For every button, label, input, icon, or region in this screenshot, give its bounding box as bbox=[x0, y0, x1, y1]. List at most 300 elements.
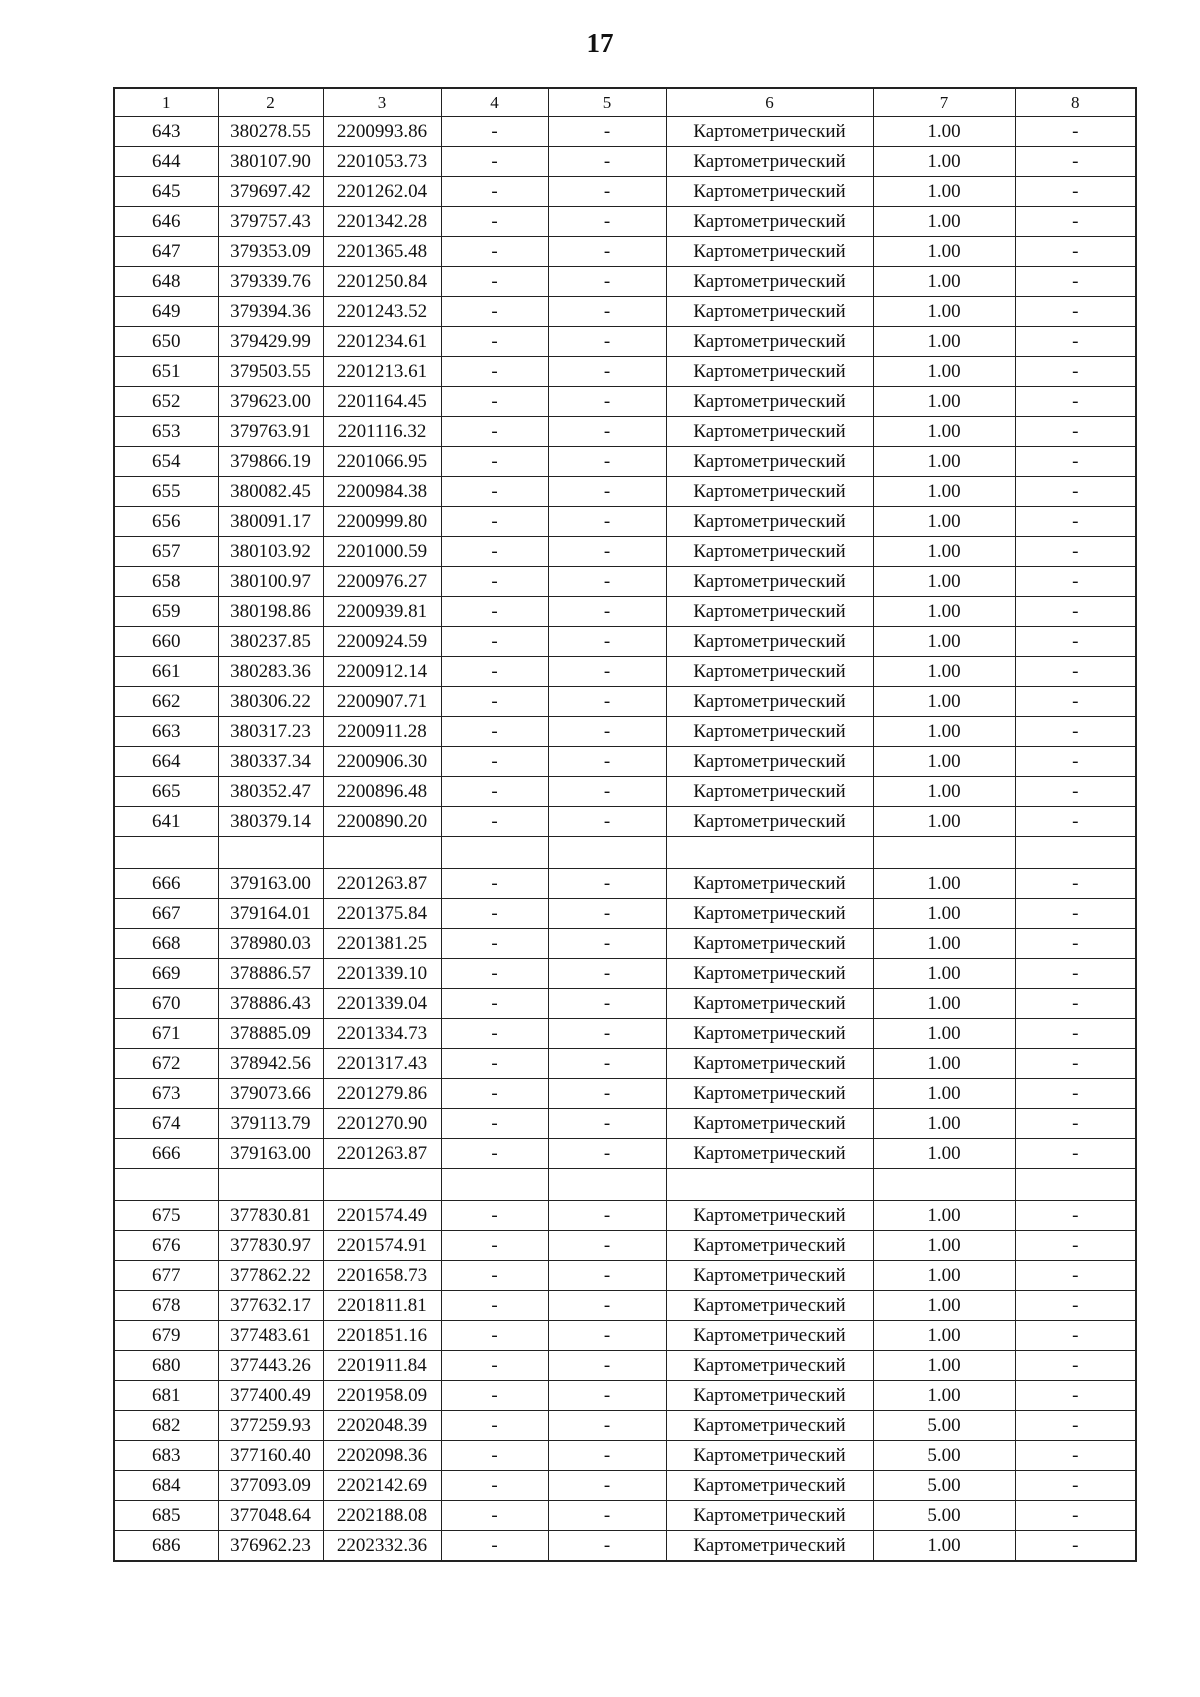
x-coordinate-cell: 377632.17 bbox=[218, 1291, 323, 1321]
y-coordinate-cell: 2201334.73 bbox=[323, 1019, 441, 1049]
column-5-cell: - bbox=[548, 177, 666, 207]
point-number-cell: 672 bbox=[114, 1049, 218, 1079]
point-number-cell: 675 bbox=[114, 1201, 218, 1231]
accuracy-cell: 1.00 bbox=[873, 537, 1015, 567]
column-4-cell: - bbox=[441, 1019, 548, 1049]
x-coordinate-cell: 379073.66 bbox=[218, 1079, 323, 1109]
column-5-cell: - bbox=[548, 1531, 666, 1561]
table-row bbox=[114, 717, 1136, 747]
column-4-cell: - bbox=[441, 1471, 548, 1501]
method-cell: Картометрический bbox=[666, 1441, 873, 1471]
column-4-cell: - bbox=[441, 869, 548, 899]
empty-cell bbox=[441, 837, 548, 869]
method-cell: Картометрический bbox=[666, 267, 873, 297]
table-row bbox=[114, 777, 1136, 807]
column-5-cell: - bbox=[548, 537, 666, 567]
point-number-cell: 684 bbox=[114, 1471, 218, 1501]
point-number-cell: 660 bbox=[114, 627, 218, 657]
method-cell: Картометрический bbox=[666, 1411, 873, 1441]
point-number-cell: 652 bbox=[114, 387, 218, 417]
column-4-cell: - bbox=[441, 1291, 548, 1321]
point-number-cell: 654 bbox=[114, 447, 218, 477]
point-number-cell: 677 bbox=[114, 1261, 218, 1291]
x-coordinate-cell: 379163.00 bbox=[218, 869, 323, 899]
table-row bbox=[114, 1139, 1136, 1169]
x-coordinate-cell: 377443.26 bbox=[218, 1351, 323, 1381]
method-cell: Картометрический bbox=[666, 717, 873, 747]
y-coordinate-cell: 2201250.84 bbox=[323, 267, 441, 297]
column-4-cell: - bbox=[441, 1411, 548, 1441]
column-8-cell: - bbox=[1015, 1351, 1136, 1381]
y-coordinate-cell: 2201270.90 bbox=[323, 1109, 441, 1139]
column-8-cell: - bbox=[1015, 747, 1136, 777]
y-coordinate-cell: 2200912.14 bbox=[323, 657, 441, 687]
column-5-cell: - bbox=[548, 1049, 666, 1079]
empty-cell bbox=[1015, 837, 1136, 869]
table-row bbox=[114, 117, 1136, 147]
method-cell: Картометрический bbox=[666, 597, 873, 627]
y-coordinate-cell: 2201000.59 bbox=[323, 537, 441, 567]
column-4-cell: - bbox=[441, 1079, 548, 1109]
y-coordinate-cell: 2201851.16 bbox=[323, 1321, 441, 1351]
point-number-cell: 662 bbox=[114, 687, 218, 717]
x-coordinate-cell: 380278.55 bbox=[218, 117, 323, 147]
y-coordinate-cell: 2200906.30 bbox=[323, 747, 441, 777]
table-row bbox=[114, 899, 1136, 929]
table-row bbox=[114, 1201, 1136, 1231]
column-8-cell: - bbox=[1015, 567, 1136, 597]
column-8-cell: - bbox=[1015, 237, 1136, 267]
method-cell: Картометрический bbox=[666, 537, 873, 567]
method-cell: Картометрический bbox=[666, 1381, 873, 1411]
accuracy-cell: 1.00 bbox=[873, 899, 1015, 929]
column-8-cell: - bbox=[1015, 1139, 1136, 1169]
column-5-cell: - bbox=[548, 1381, 666, 1411]
point-number-cell: 645 bbox=[114, 177, 218, 207]
column-5-cell: - bbox=[548, 267, 666, 297]
column-5-cell: - bbox=[548, 327, 666, 357]
point-number-cell: 673 bbox=[114, 1079, 218, 1109]
accuracy-cell: 1.00 bbox=[873, 777, 1015, 807]
column-4-cell: - bbox=[441, 1261, 548, 1291]
column-8-cell: - bbox=[1015, 297, 1136, 327]
accuracy-cell: 1.00 bbox=[873, 267, 1015, 297]
y-coordinate-cell: 2201263.87 bbox=[323, 869, 441, 899]
column-8-cell: - bbox=[1015, 1291, 1136, 1321]
accuracy-cell: 1.00 bbox=[873, 1019, 1015, 1049]
column-5-cell: - bbox=[548, 1261, 666, 1291]
accuracy-cell: 5.00 bbox=[873, 1501, 1015, 1531]
method-cell: Картометрический bbox=[666, 237, 873, 267]
y-coordinate-cell: 2201213.61 bbox=[323, 357, 441, 387]
column-8-cell: - bbox=[1015, 477, 1136, 507]
method-cell: Картометрический bbox=[666, 899, 873, 929]
x-coordinate-cell: 380317.23 bbox=[218, 717, 323, 747]
method-cell: Картометрический bbox=[666, 477, 873, 507]
accuracy-cell: 5.00 bbox=[873, 1471, 1015, 1501]
empty-cell bbox=[1015, 1169, 1136, 1201]
y-coordinate-cell: 2200896.48 bbox=[323, 777, 441, 807]
method-cell: Картометрический bbox=[666, 1201, 873, 1231]
method-cell: Картометрический bbox=[666, 417, 873, 447]
column-header: 8 bbox=[1015, 88, 1136, 117]
y-coordinate-cell: 2201234.61 bbox=[323, 327, 441, 357]
column-8-cell: - bbox=[1015, 507, 1136, 537]
x-coordinate-cell: 376962.23 bbox=[218, 1531, 323, 1561]
table-row bbox=[114, 507, 1136, 537]
header-row bbox=[114, 88, 1136, 117]
column-8-cell: - bbox=[1015, 207, 1136, 237]
column-4-cell: - bbox=[441, 147, 548, 177]
accuracy-cell: 1.00 bbox=[873, 959, 1015, 989]
separator-row bbox=[114, 1169, 1136, 1201]
y-coordinate-cell: 2201339.04 bbox=[323, 989, 441, 1019]
y-coordinate-cell: 2200976.27 bbox=[323, 567, 441, 597]
column-5-cell: - bbox=[548, 237, 666, 267]
table-row bbox=[114, 447, 1136, 477]
x-coordinate-cell: 379503.55 bbox=[218, 357, 323, 387]
accuracy-cell: 1.00 bbox=[873, 477, 1015, 507]
column-5-cell: - bbox=[548, 1291, 666, 1321]
point-number-cell: 683 bbox=[114, 1441, 218, 1471]
method-cell: Картометрический bbox=[666, 959, 873, 989]
column-8-cell: - bbox=[1015, 1261, 1136, 1291]
column-4-cell: - bbox=[441, 537, 548, 567]
x-coordinate-cell: 377483.61 bbox=[218, 1321, 323, 1351]
column-header: 6 bbox=[666, 88, 873, 117]
point-number-cell: 651 bbox=[114, 357, 218, 387]
method-cell: Картометрический bbox=[666, 747, 873, 777]
y-coordinate-cell: 2201381.25 bbox=[323, 929, 441, 959]
point-number-cell: 686 bbox=[114, 1531, 218, 1561]
column-8-cell: - bbox=[1015, 989, 1136, 1019]
method-cell: Картометрический bbox=[666, 1109, 873, 1139]
point-number-cell: 665 bbox=[114, 777, 218, 807]
column-5-cell: - bbox=[548, 1441, 666, 1471]
column-header: 5 bbox=[548, 88, 666, 117]
x-coordinate-cell: 379394.36 bbox=[218, 297, 323, 327]
point-number-cell: 666 bbox=[114, 869, 218, 899]
column-8-cell: - bbox=[1015, 1049, 1136, 1079]
method-cell: Картометрический bbox=[666, 687, 873, 717]
column-4-cell: - bbox=[441, 807, 548, 837]
y-coordinate-cell: 2202142.69 bbox=[323, 1471, 441, 1501]
column-4-cell: - bbox=[441, 207, 548, 237]
column-5-cell: - bbox=[548, 1139, 666, 1169]
method-cell: Картометрический bbox=[666, 929, 873, 959]
column-8-cell: - bbox=[1015, 327, 1136, 357]
table-row bbox=[114, 417, 1136, 447]
method-cell: Картометрический bbox=[666, 1321, 873, 1351]
column-5-cell: - bbox=[548, 1471, 666, 1501]
method-cell: Картометрический bbox=[666, 1139, 873, 1169]
table-row bbox=[114, 327, 1136, 357]
column-5-cell: - bbox=[548, 1231, 666, 1261]
column-5-cell: - bbox=[548, 1351, 666, 1381]
table-row bbox=[114, 1411, 1136, 1441]
y-coordinate-cell: 2200911.28 bbox=[323, 717, 441, 747]
point-number-cell: 650 bbox=[114, 327, 218, 357]
y-coordinate-cell: 2202098.36 bbox=[323, 1441, 441, 1471]
table-row bbox=[114, 1501, 1136, 1531]
y-coordinate-cell: 2201375.84 bbox=[323, 899, 441, 929]
method-cell: Картометрический bbox=[666, 989, 873, 1019]
table-row bbox=[114, 1441, 1136, 1471]
x-coordinate-cell: 380107.90 bbox=[218, 147, 323, 177]
table-row bbox=[114, 1261, 1136, 1291]
accuracy-cell: 1.00 bbox=[873, 117, 1015, 147]
accuracy-cell: 1.00 bbox=[873, 989, 1015, 1019]
accuracy-cell: 5.00 bbox=[873, 1441, 1015, 1471]
method-cell: Картометрический bbox=[666, 117, 873, 147]
table-row bbox=[114, 869, 1136, 899]
table-row bbox=[114, 147, 1136, 177]
accuracy-cell: 1.00 bbox=[873, 869, 1015, 899]
x-coordinate-cell: 378886.43 bbox=[218, 989, 323, 1019]
column-5-cell: - bbox=[548, 1019, 666, 1049]
accuracy-cell: 1.00 bbox=[873, 627, 1015, 657]
table-row bbox=[114, 807, 1136, 837]
column-8-cell: - bbox=[1015, 1531, 1136, 1561]
column-8-cell: - bbox=[1015, 687, 1136, 717]
column-8-cell: - bbox=[1015, 657, 1136, 687]
column-header: 3 bbox=[323, 88, 441, 117]
point-number-cell: 678 bbox=[114, 1291, 218, 1321]
point-number-cell: 670 bbox=[114, 989, 218, 1019]
x-coordinate-cell: 377160.40 bbox=[218, 1441, 323, 1471]
column-4-cell: - bbox=[441, 267, 548, 297]
table-row bbox=[114, 1109, 1136, 1139]
accuracy-cell: 1.00 bbox=[873, 147, 1015, 177]
separator-row bbox=[114, 837, 1136, 869]
table-row bbox=[114, 1291, 1136, 1321]
x-coordinate-cell: 377400.49 bbox=[218, 1381, 323, 1411]
column-5-cell: - bbox=[548, 747, 666, 777]
table-row bbox=[114, 747, 1136, 777]
column-8-cell: - bbox=[1015, 1501, 1136, 1531]
point-number-cell: 648 bbox=[114, 267, 218, 297]
column-header: 2 bbox=[218, 88, 323, 117]
column-8-cell: - bbox=[1015, 387, 1136, 417]
column-5-cell: - bbox=[548, 387, 666, 417]
accuracy-cell: 1.00 bbox=[873, 717, 1015, 747]
method-cell: Картометрический bbox=[666, 387, 873, 417]
column-8-cell: - bbox=[1015, 807, 1136, 837]
method-cell: Картометрический bbox=[666, 297, 873, 327]
method-cell: Картометрический bbox=[666, 627, 873, 657]
column-8-cell: - bbox=[1015, 537, 1136, 567]
x-coordinate-cell: 380103.92 bbox=[218, 537, 323, 567]
column-4-cell: - bbox=[441, 1441, 548, 1471]
column-4-cell: - bbox=[441, 1201, 548, 1231]
x-coordinate-cell: 380091.17 bbox=[218, 507, 323, 537]
column-8-cell: - bbox=[1015, 1109, 1136, 1139]
accuracy-cell: 1.00 bbox=[873, 1291, 1015, 1321]
method-cell: Картометрический bbox=[666, 777, 873, 807]
column-4-cell: - bbox=[441, 237, 548, 267]
table-row bbox=[114, 267, 1136, 297]
column-4-cell: - bbox=[441, 327, 548, 357]
accuracy-cell: 1.00 bbox=[873, 657, 1015, 687]
column-8-cell: - bbox=[1015, 1079, 1136, 1109]
x-coordinate-cell: 378980.03 bbox=[218, 929, 323, 959]
point-number-cell: 658 bbox=[114, 567, 218, 597]
x-coordinate-cell: 380100.97 bbox=[218, 567, 323, 597]
method-cell: Картометрический bbox=[666, 1079, 873, 1109]
empty-cell bbox=[218, 837, 323, 869]
column-4-cell: - bbox=[441, 1109, 548, 1139]
column-8-cell: - bbox=[1015, 899, 1136, 929]
column-5-cell: - bbox=[548, 297, 666, 327]
column-5-cell: - bbox=[548, 417, 666, 447]
column-4-cell: - bbox=[441, 1531, 548, 1561]
table-row bbox=[114, 387, 1136, 417]
empty-cell bbox=[873, 837, 1015, 869]
point-number-cell: 668 bbox=[114, 929, 218, 959]
column-8-cell: - bbox=[1015, 1471, 1136, 1501]
column-header: 4 bbox=[441, 88, 548, 117]
table-row bbox=[114, 207, 1136, 237]
column-4-cell: - bbox=[441, 627, 548, 657]
point-number-cell: 685 bbox=[114, 1501, 218, 1531]
column-8-cell: - bbox=[1015, 117, 1136, 147]
table-row bbox=[114, 567, 1136, 597]
y-coordinate-cell: 2200993.86 bbox=[323, 117, 441, 147]
column-4-cell: - bbox=[441, 507, 548, 537]
method-cell: Картометрический bbox=[666, 357, 873, 387]
x-coordinate-cell: 378942.56 bbox=[218, 1049, 323, 1079]
table-row bbox=[114, 237, 1136, 267]
column-5-cell: - bbox=[548, 929, 666, 959]
column-5-cell: - bbox=[548, 567, 666, 597]
column-8-cell: - bbox=[1015, 267, 1136, 297]
table-row bbox=[114, 1231, 1136, 1261]
empty-cell bbox=[114, 1169, 218, 1201]
accuracy-cell: 1.00 bbox=[873, 1531, 1015, 1561]
column-5-cell: - bbox=[548, 1109, 666, 1139]
x-coordinate-cell: 380379.14 bbox=[218, 807, 323, 837]
method-cell: Картометрический bbox=[666, 327, 873, 357]
column-4-cell: - bbox=[441, 177, 548, 207]
table-row bbox=[114, 1019, 1136, 1049]
y-coordinate-cell: 2200984.38 bbox=[323, 477, 441, 507]
column-5-cell: - bbox=[548, 1201, 666, 1231]
table-row bbox=[114, 959, 1136, 989]
table-row bbox=[114, 627, 1136, 657]
point-number-cell: 643 bbox=[114, 117, 218, 147]
point-number-cell: 669 bbox=[114, 959, 218, 989]
column-4-cell: - bbox=[441, 447, 548, 477]
column-4-cell: - bbox=[441, 357, 548, 387]
column-5-cell: - bbox=[548, 687, 666, 717]
column-8-cell: - bbox=[1015, 1411, 1136, 1441]
method-cell: Картометрический bbox=[666, 567, 873, 597]
table-row bbox=[114, 297, 1136, 327]
empty-cell bbox=[873, 1169, 1015, 1201]
y-coordinate-cell: 2200999.80 bbox=[323, 507, 441, 537]
point-number-cell: 664 bbox=[114, 747, 218, 777]
table-row bbox=[114, 1079, 1136, 1109]
x-coordinate-cell: 380082.45 bbox=[218, 477, 323, 507]
y-coordinate-cell: 2201365.48 bbox=[323, 237, 441, 267]
y-coordinate-cell: 2201116.32 bbox=[323, 417, 441, 447]
column-4-cell: - bbox=[441, 567, 548, 597]
point-number-cell: 667 bbox=[114, 899, 218, 929]
accuracy-cell: 1.00 bbox=[873, 1049, 1015, 1079]
accuracy-cell: 1.00 bbox=[873, 207, 1015, 237]
column-8-cell: - bbox=[1015, 1201, 1136, 1231]
coordinates-table bbox=[113, 87, 1137, 1562]
column-4-cell: - bbox=[441, 387, 548, 417]
x-coordinate-cell: 377862.22 bbox=[218, 1261, 323, 1291]
empty-cell bbox=[548, 1169, 666, 1201]
column-4-cell: - bbox=[441, 477, 548, 507]
accuracy-cell: 1.00 bbox=[873, 237, 1015, 267]
column-8-cell: - bbox=[1015, 929, 1136, 959]
method-cell: Картометрический bbox=[666, 507, 873, 537]
empty-cell bbox=[323, 837, 441, 869]
x-coordinate-cell: 377830.97 bbox=[218, 1231, 323, 1261]
point-number-cell: 674 bbox=[114, 1109, 218, 1139]
table-row bbox=[114, 1351, 1136, 1381]
accuracy-cell: 1.00 bbox=[873, 1201, 1015, 1231]
column-4-cell: - bbox=[441, 747, 548, 777]
column-header: 7 bbox=[873, 88, 1015, 117]
column-5-cell: - bbox=[548, 807, 666, 837]
empty-cell bbox=[323, 1169, 441, 1201]
point-number-cell: 671 bbox=[114, 1019, 218, 1049]
column-8-cell: - bbox=[1015, 357, 1136, 387]
x-coordinate-cell: 380337.34 bbox=[218, 747, 323, 777]
y-coordinate-cell: 2201339.10 bbox=[323, 959, 441, 989]
accuracy-cell: 1.00 bbox=[873, 929, 1015, 959]
x-coordinate-cell: 378886.57 bbox=[218, 959, 323, 989]
y-coordinate-cell: 2200939.81 bbox=[323, 597, 441, 627]
y-coordinate-cell: 2201279.86 bbox=[323, 1079, 441, 1109]
y-coordinate-cell: 2201958.09 bbox=[323, 1381, 441, 1411]
page-number: 17 bbox=[586, 28, 614, 58]
point-number-cell: 680 bbox=[114, 1351, 218, 1381]
empty-cell bbox=[666, 1169, 873, 1201]
column-5-cell: - bbox=[548, 147, 666, 177]
y-coordinate-cell: 2201317.43 bbox=[323, 1049, 441, 1079]
accuracy-cell: 1.00 bbox=[873, 447, 1015, 477]
method-cell: Картометрический bbox=[666, 1231, 873, 1261]
table-row bbox=[114, 177, 1136, 207]
accuracy-cell: 1.00 bbox=[873, 807, 1015, 837]
column-4-cell: - bbox=[441, 657, 548, 687]
column-4-cell: - bbox=[441, 417, 548, 447]
column-8-cell: - bbox=[1015, 627, 1136, 657]
accuracy-cell: 1.00 bbox=[873, 597, 1015, 627]
empty-cell bbox=[666, 837, 873, 869]
accuracy-cell: 1.00 bbox=[873, 687, 1015, 717]
method-cell: Картометрический bbox=[666, 147, 873, 177]
column-4-cell: - bbox=[441, 117, 548, 147]
method-cell: Картометрический bbox=[666, 1049, 873, 1079]
method-cell: Картометрический bbox=[666, 1531, 873, 1561]
accuracy-cell: 1.00 bbox=[873, 417, 1015, 447]
accuracy-cell: 1.00 bbox=[873, 297, 1015, 327]
column-5-cell: - bbox=[548, 959, 666, 989]
table-body bbox=[114, 117, 1136, 1561]
column-5-cell: - bbox=[548, 627, 666, 657]
column-8-cell: - bbox=[1015, 597, 1136, 627]
method-cell: Картометрический bbox=[666, 807, 873, 837]
method-cell: Картометрический bbox=[666, 1019, 873, 1049]
column-5-cell: - bbox=[548, 899, 666, 929]
column-8-cell: - bbox=[1015, 1381, 1136, 1411]
